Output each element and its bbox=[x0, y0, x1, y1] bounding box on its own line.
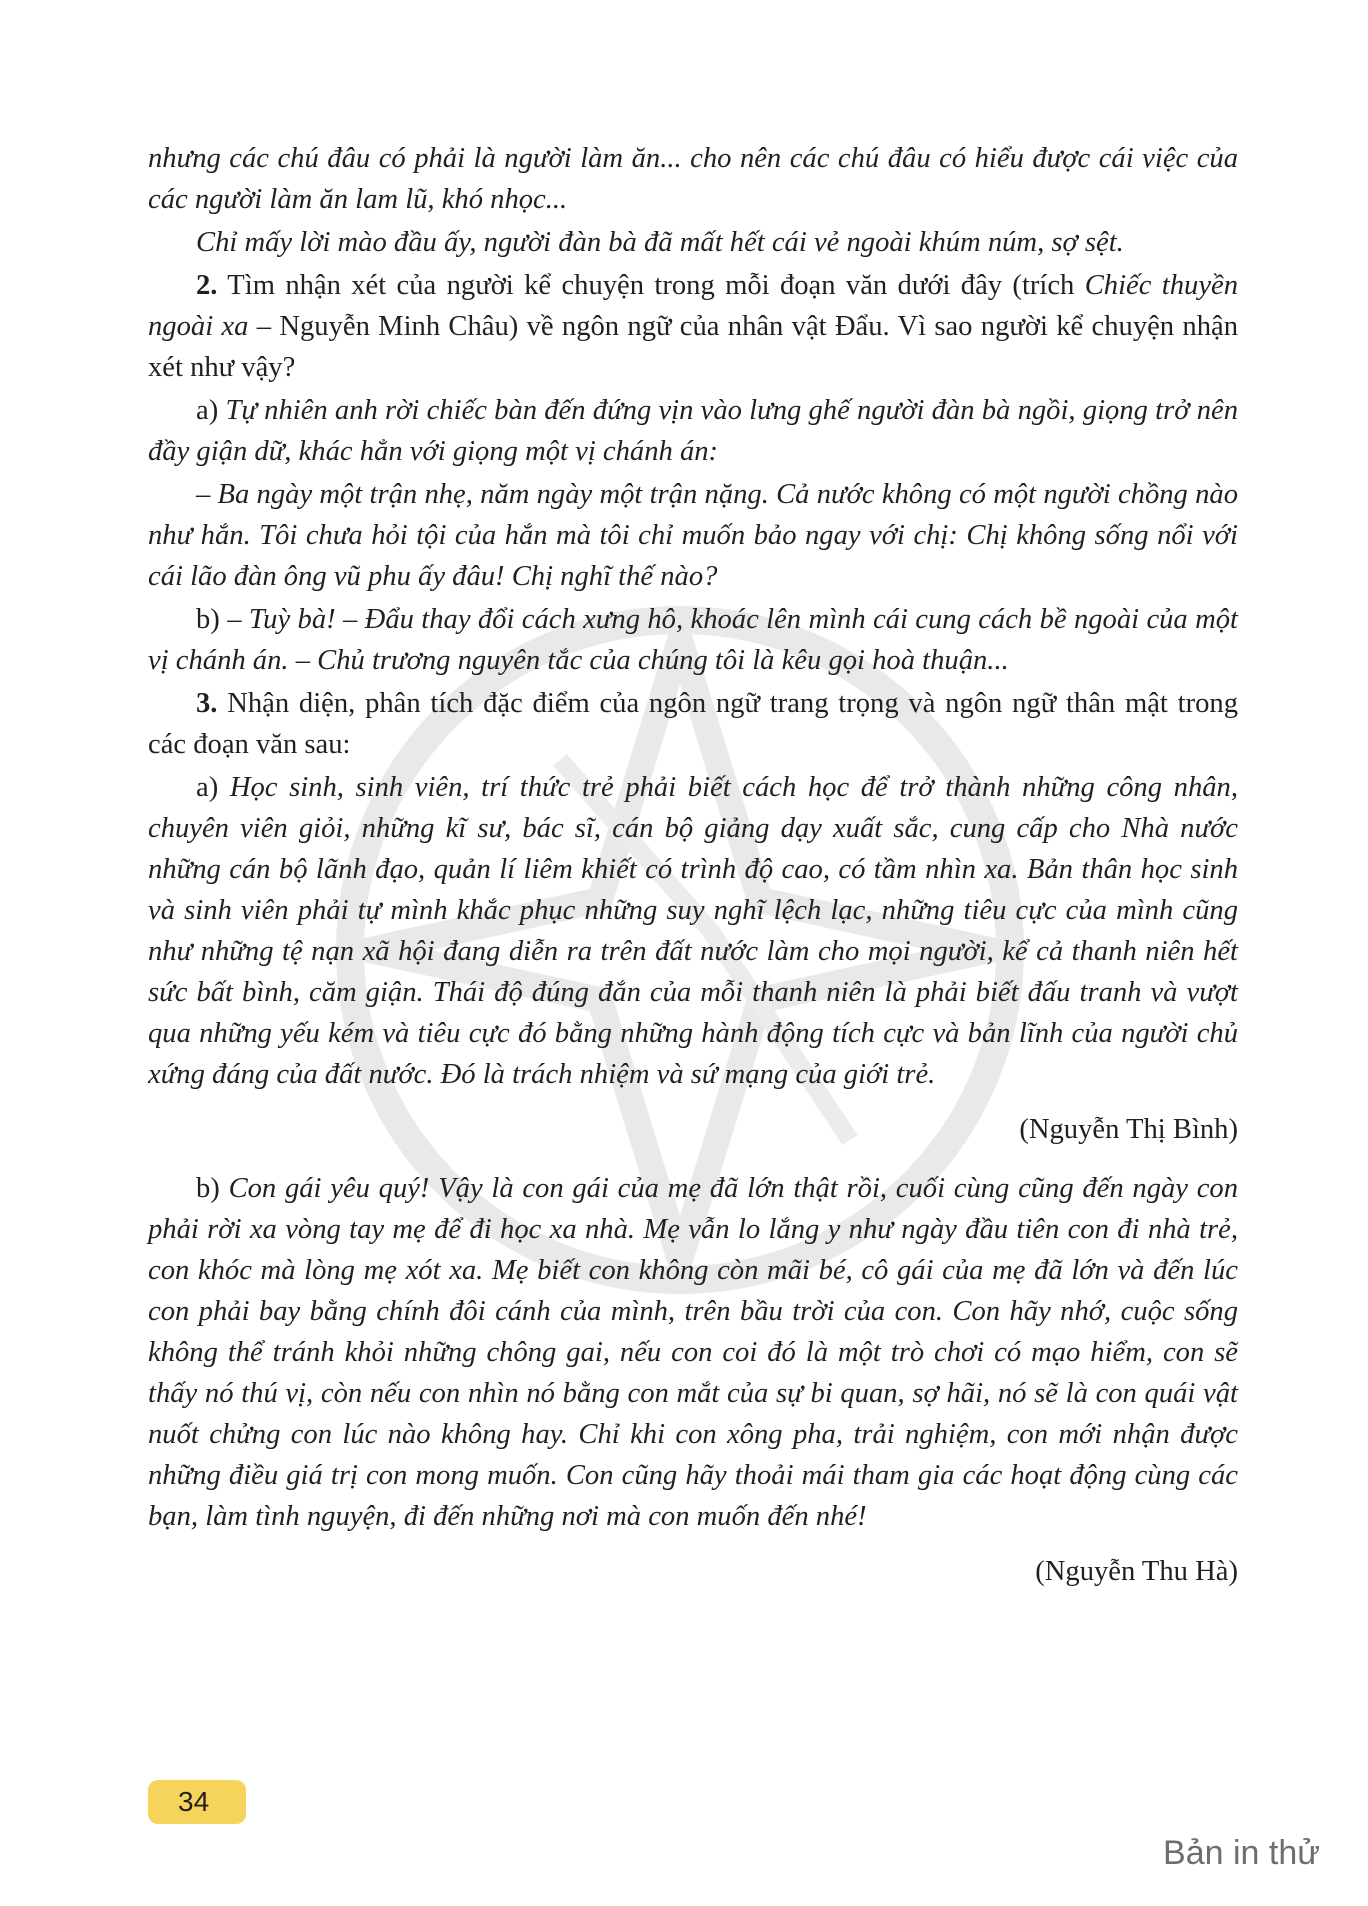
part-b-label: b) bbox=[196, 604, 228, 635]
question-3-number: 3. bbox=[196, 688, 218, 719]
question-2-text-a: Tìm nhận xét của người kể chuyện trong mỗi đoạn văn dưới đây (trích bbox=[217, 270, 1085, 301]
part-a-text: Học sinh, sinh viên, trí thức trẻ phải biết cách học để trở thành những công nhân, chuyên viên giỏi, những kĩ sư, bác sĩ, cán bộ giảng dạy xuất sắc, cung cấp cho Nhà nước những cán bộ lãnh đạo, quản lí liêm khiết có trình độ cao, có tầm nhìn xa. Bản thân học sinh và sinh viên phải tự mình khắc phục những suy nghĩ lệch lạc, những tiêu cực của mình cũng như những tệ nạn xã hội đang diễn ra trên đất nước làm cho mọi người, kể cả thanh niên hết sức bất bình, căm giận. Thái độ đúng đắn của mỗi thanh niên là phải biết đấu tranh và vượt qua những yếu kém và tiêu cực đó bằng những hành động tích cực và bản lĩnh của người chủ xứng đáng của đất nước. Đó là trách nhiệm và sứ mạng của giới trẻ. bbox=[148, 772, 1238, 1090]
part-b-text: – Tuỳ bà! – Đẩu thay đổi cách xưng hô, khoác lên mình cái cung cách bề ngoài của một vị chánh án. – Chủ trương nguyên tắc của chúng tôi là kêu gọi hoà thuận... bbox=[148, 604, 1238, 676]
question-2-text-b: – Nguyễn Minh Châu) về ngôn ngữ của nhân vật Đẩu. Vì sao người kể chuyện nhận xét như vậy? bbox=[148, 311, 1238, 383]
part-b-label: b) bbox=[196, 1173, 229, 1204]
source-citation-b bbox=[148, 1551, 1238, 1592]
question-2-work-title: Chiếc thuyền ngoài xa bbox=[148, 270, 1238, 342]
question-2-part-a-quote: – Ba ngày một trận nhẹ, năm ngày một trận nặng. Cả nước không có một người chồng nào như hắn. Tôi chưa hỏi tội của hắn mà tôi chỉ muốn bảo ngay với chị: Chị không sống nổi với cái lão đàn ông vũ phu ấy đâu! Chị nghĩ thế nào? bbox=[148, 479, 1238, 592]
proof-print-label: Bản in thử bbox=[1163, 1834, 1320, 1872]
question-3-part-b bbox=[148, 1168, 1238, 1537]
intro-narration: Chỉ mấy lời mào đầu ấy, người đàn bà đã mất hết cái vẻ ngoài khúm núm, sợ sệt. bbox=[196, 227, 1124, 258]
question-3 bbox=[148, 683, 1238, 765]
question-3-text: Nhận diện, phân tích đặc điểm của ngôn ngữ trang trọng và ngôn ngữ thân mật trong các đoạn văn sau: bbox=[148, 688, 1238, 760]
part-a-text: Tự nhiên anh rời chiếc bàn đến đứng vịn vào lưng ghế người đàn bà ngồi, giọng trở nên đầy giận dữ, khác hẳn với giọng một vị chánh án: bbox=[148, 395, 1238, 467]
question-2 bbox=[148, 265, 1238, 388]
question-2-part-b bbox=[148, 599, 1238, 681]
source-citation-a bbox=[148, 1109, 1238, 1150]
source-b-text: (Nguyễn Thu Hà) bbox=[1035, 1556, 1238, 1587]
page-content bbox=[148, 138, 1238, 1610]
part-a-label: a) bbox=[196, 772, 230, 803]
question-2-part-a bbox=[148, 390, 1238, 472]
question-3-part-a bbox=[148, 767, 1238, 1095]
page-number-badge: 34 bbox=[148, 1780, 246, 1824]
part-a-label: a) bbox=[196, 395, 226, 426]
part-b-text: Con gái yêu quý! Vậy là con gái của mẹ đã lớn thật rồi, cuối cùng cũng đến ngày con phải rời xa vòng tay mẹ để đi học xa nhà. Mẹ vẫn lo lắng y như ngày đầu tiên con đi nhà trẻ, con khóc mà lòng mẹ xót xa. Mẹ biết con không còn mãi bé, cô gái của mẹ đã lớn và đến lúc con phải bay bằng chính đôi cánh của mình, trên bầu trời của con. Con hãy nhớ, cuộc sống không thể tránh khỏi những chông gai, nếu con coi đó là một trò chơi có mạo hiểm, con sẽ thấy nó thú vị, còn nếu con nhìn nó bằng con mắt của sự bi quan, sợ hãi, nó sẽ là con quái vật nuốt chửng con lúc nào không hay. Chỉ khi con xông pha, trải nghiệm, con mới nhận được những điều giá trị con mong muốn. Con cũng hãy thoải mái tham gia các hoạt động cùng các bạn, làm tình nguyện, đi đến những nơi mà con muốn đến nhé! bbox=[148, 1173, 1239, 1532]
intro-paragraph: nhưng các chú đâu có phải là người làm ăn... cho nên các chú đâu có hiểu được cái việc của các người làm ăn lam lũ, khó nhọc... bbox=[148, 143, 1238, 215]
source-a-text: (Nguyễn Thị Bình) bbox=[1019, 1114, 1238, 1145]
question-2-number: 2. bbox=[196, 270, 218, 301]
